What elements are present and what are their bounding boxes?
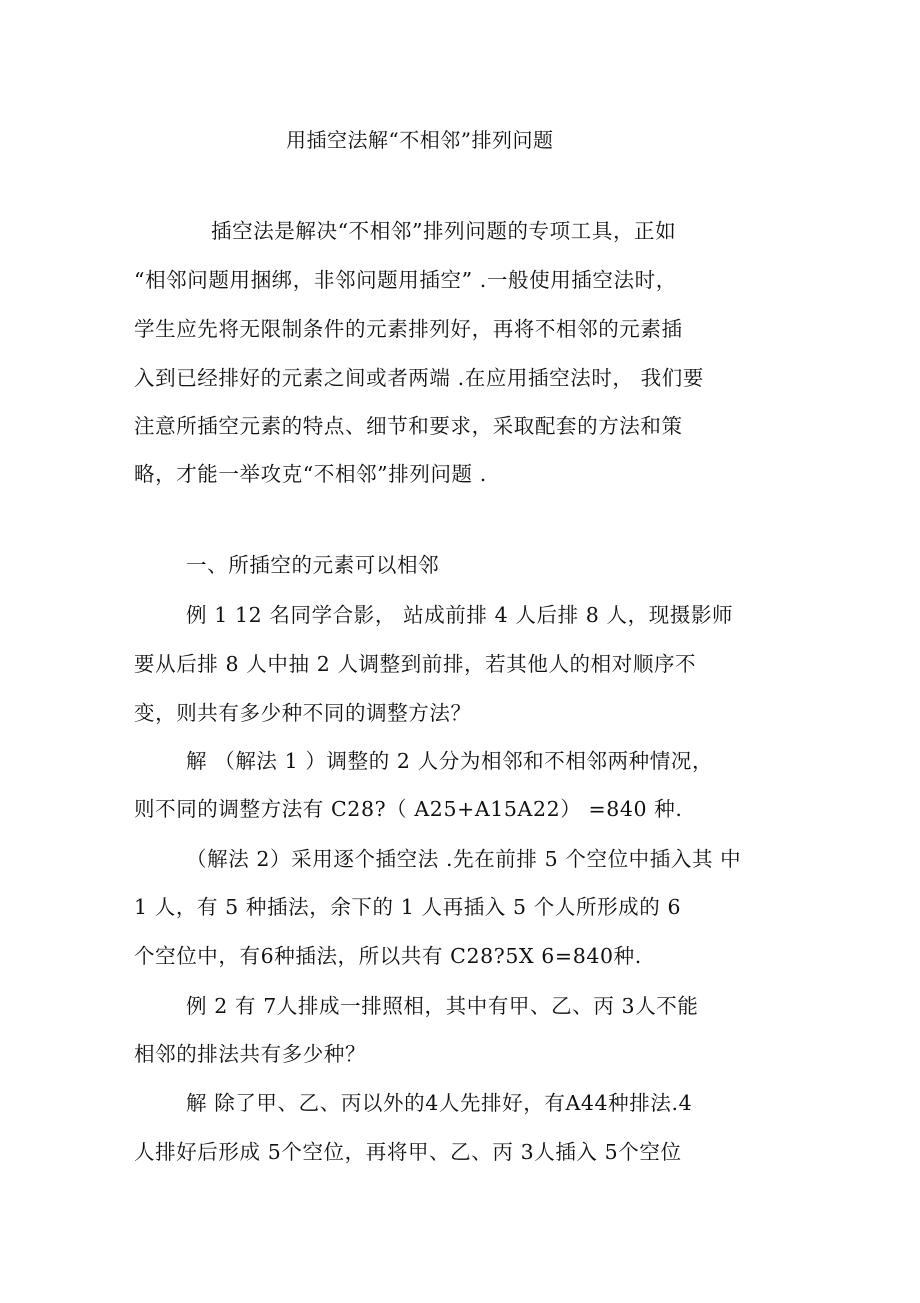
paragraph-line: 解 （解法 1 ）调整的 2 人分为相邻和不相邻两种情况， (186, 749, 714, 773)
paragraph-line: 例 1 12 名同学合影， 站成前排 4 人后排 8 人，现摄影师 (186, 603, 734, 627)
paragraph-line: 插空法是解决“不相邻”排列问题的专项工具，正如 (211, 219, 677, 243)
paragraph-line: 入到已经排好的元素之间或者两端 .在应用插空法时， 我们要 (134, 366, 704, 390)
paragraph-line: 略，才能一举攻克“不相邻”排列问题 . (134, 462, 487, 486)
paragraph-line: 则不同的调整方法有 C28?（ A25+A15A22） =840 种. (134, 797, 683, 821)
section-heading: 一、所插空的元素可以相邻 (186, 553, 440, 577)
paragraph-line: 人排好后形成 5个空位，再将甲、乙、丙 3人插入 5个空位 (134, 1140, 682, 1164)
paragraph-line: 1 人，有 5 种插法，余下的 1 人再插入 5 个人所形成的 6 (134, 895, 682, 919)
paragraph-line: 要从后排 8 人中抽 2 人调整到前排，若其他人的相对顺序不 (134, 652, 697, 676)
paragraph-line: 例 2 有 7人排成一排照相，其中有甲、乙、丙 3人不能 (186, 994, 699, 1018)
paragraph-line: 个空位中，有6种插法，所以共有 C28?5X 6=840种. (134, 944, 642, 968)
paragraph-line: 相邻的排法共有多少种？ (134, 1042, 367, 1066)
paragraph-line: “相邻问题用捆绑，非邻问题用插空” .一般使用插空法时， (134, 268, 677, 292)
paragraph-line: 学生应先将无限制条件的元素排列好，再将不相邻的元素插 (134, 317, 683, 341)
paragraph-line: （解法 2）采用逐个插空法 .先在前排 5 个空位中插入其 中 (186, 847, 742, 871)
paragraph-line: 注意所插空元素的特点、细节和要求，采取配套的方法和策 (134, 414, 683, 438)
document-title: 用插空法解“不相邻”排列问题 (286, 128, 554, 152)
paragraph-line: 变，则共有多少种不同的调整方法？ (134, 701, 472, 725)
paragraph-line: 解 除了甲、乙、丙以外的4人先排好，有A44种排法.4 (186, 1091, 693, 1115)
